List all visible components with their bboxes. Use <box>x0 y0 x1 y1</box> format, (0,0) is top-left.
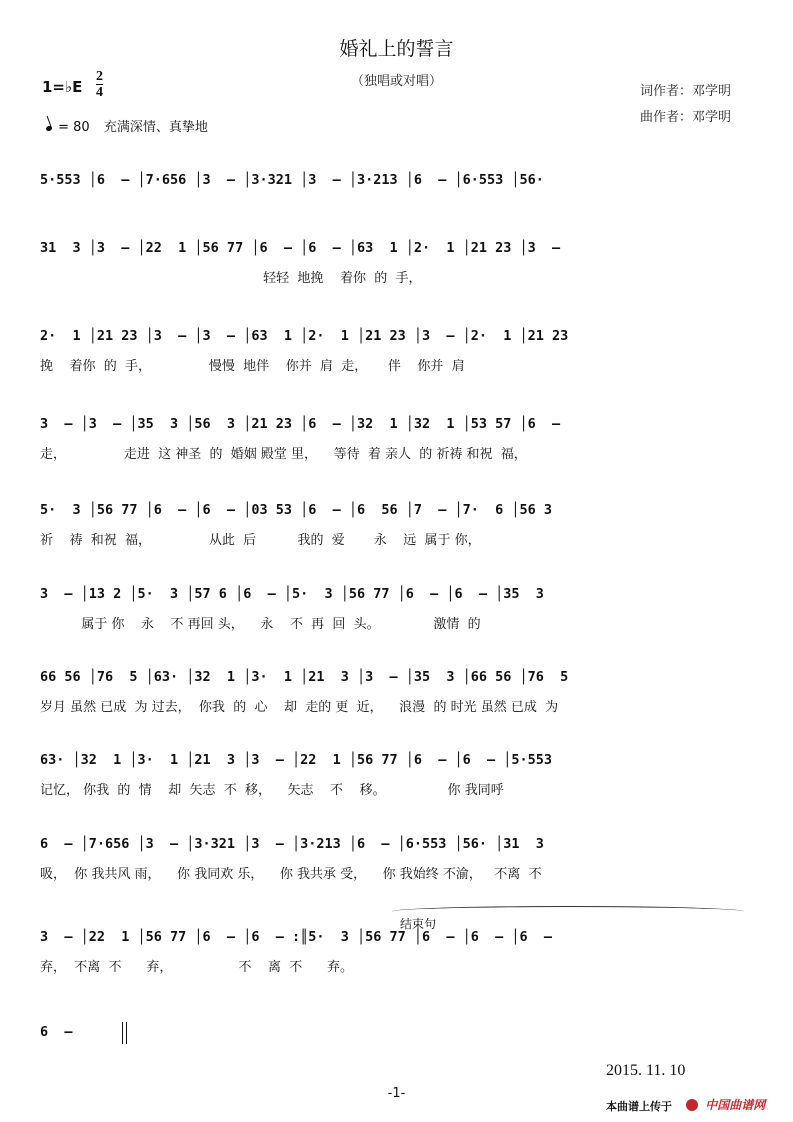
lyrics-line: 吸， 你 我共风 雨， 你 我同欢 乐， 你 我共承 受， 你 我始终 不渝， 不离 不 <box>40 867 542 882</box>
notation-line: 6 – <box>40 1024 73 1040</box>
site-logo <box>686 1096 765 1113</box>
notation-line: 3 – │13 2 │5· 3 │57 6 │6 – │5· 3 │56 77 │6 – │6 – │35 3 <box>40 586 544 602</box>
notation-line: 66 56 │76 5 │63· │32 1 │3· 1 │21 3 │3 – │35 3 │66 56 │76 5 <box>40 669 569 685</box>
lyricist-credit: 词作者：邓学明 <box>640 84 732 99</box>
logo-icon <box>686 1099 698 1111</box>
tempo-value: = 80 <box>58 120 90 135</box>
notation-line: 2· 1 │21 23 │3 – │3 – │63 1 │2· 1 │21 23 │3 – │2· 1 │21 23 <box>40 328 569 344</box>
time-denominator: 4 <box>96 85 103 100</box>
lyrics-line: 轻轻 地挽 着你 的 手， <box>40 271 422 286</box>
upload-notice: 本曲谱上传于 <box>606 1100 672 1113</box>
lyrics-line: 岁月 虽然 已成 为 过去， 你我 的 心 却 走的 更 近， 浪漫 的 时光 虽然 已成 为 <box>40 700 559 715</box>
song-title: 婚礼上的誓言 <box>339 38 454 60</box>
tempo-marking <box>46 116 208 135</box>
notation-line: 5·553 │6 – │7·656 │3 – │3·321 │3 – │3·213 │6 – │6·553 │56· <box>40 172 544 188</box>
lyrics-line: 弃， 不离 不 弃， 不 离 不 弃。 <box>40 960 354 975</box>
notation-line: 63· │32 1 │3· 1 │21 3 │3 – │22 1 │56 77 │6 – │6 – │5·553 <box>40 752 553 768</box>
song-subtitle: （独唱或对唱） <box>350 74 442 89</box>
notation-line: 5· 3 │56 77 │6 – │6 – │03 53 │6 – │6 56 │7 – │7· 6 │56 3 <box>40 502 553 518</box>
notation-line: 6 – │7·656 │3 – │3·321 │3 – │3·213 │6 – │6·553 │56· │31 3 <box>40 836 544 852</box>
composer-credit: 曲作者：邓学明 <box>640 110 732 125</box>
date: 2015. 11. 10 <box>606 1062 686 1079</box>
ending-bracket <box>392 906 744 917</box>
notation-line: 3 – │22 1 │56 77 │6 – │6 – :║5· 3 │56 77 │6 – │6 – │6 – <box>40 929 553 945</box>
site-name: 中国曲谱网 <box>705 1098 766 1112</box>
key-signature: 1=♭E <box>42 78 83 96</box>
lyrics-line: 挽 着你 的 手， 慢慢 地伴 你并 肩 走， 伴 你并 肩 <box>40 359 465 374</box>
page-number: -1- <box>387 1086 406 1101</box>
lyrics-line: 祈 祷 和祝 福， 从此 后 我的 爱 永 远 属于 你， <box>40 533 481 548</box>
final-barline <box>122 1022 127 1044</box>
lyrics-line: 属于 你 永 不 再回 头， 永 不 再 回 头。 激情 的 <box>40 617 481 632</box>
expression-mark: 充满深情、真挚地 <box>103 120 208 135</box>
time-signature <box>96 70 103 99</box>
notation-line: 3 – │3 – │35 3 │56 3 │21 23 │6 – │32 1 │32 1 │53 57 │6 – <box>40 416 561 432</box>
quarter-note-icon <box>45 125 52 132</box>
lyrics-line: 走， 走进 这 神圣 的 婚姻 殿堂 里， 等待 着 亲人 的 祈祷 和祝 福， <box>40 447 527 462</box>
notation-line: 31 3 │3 – │22 1 │56 77 │6 – │6 – │63 1 │2· 1 │21 23 │3 – <box>40 240 561 256</box>
ending-marker: 结束句 <box>400 917 437 931</box>
time-numerator: 2 <box>96 69 103 84</box>
lyrics-line: 记忆， 你我 的 情 却 矢志 不 移， 矢志 不 移。 你 我同呼 <box>40 783 504 798</box>
